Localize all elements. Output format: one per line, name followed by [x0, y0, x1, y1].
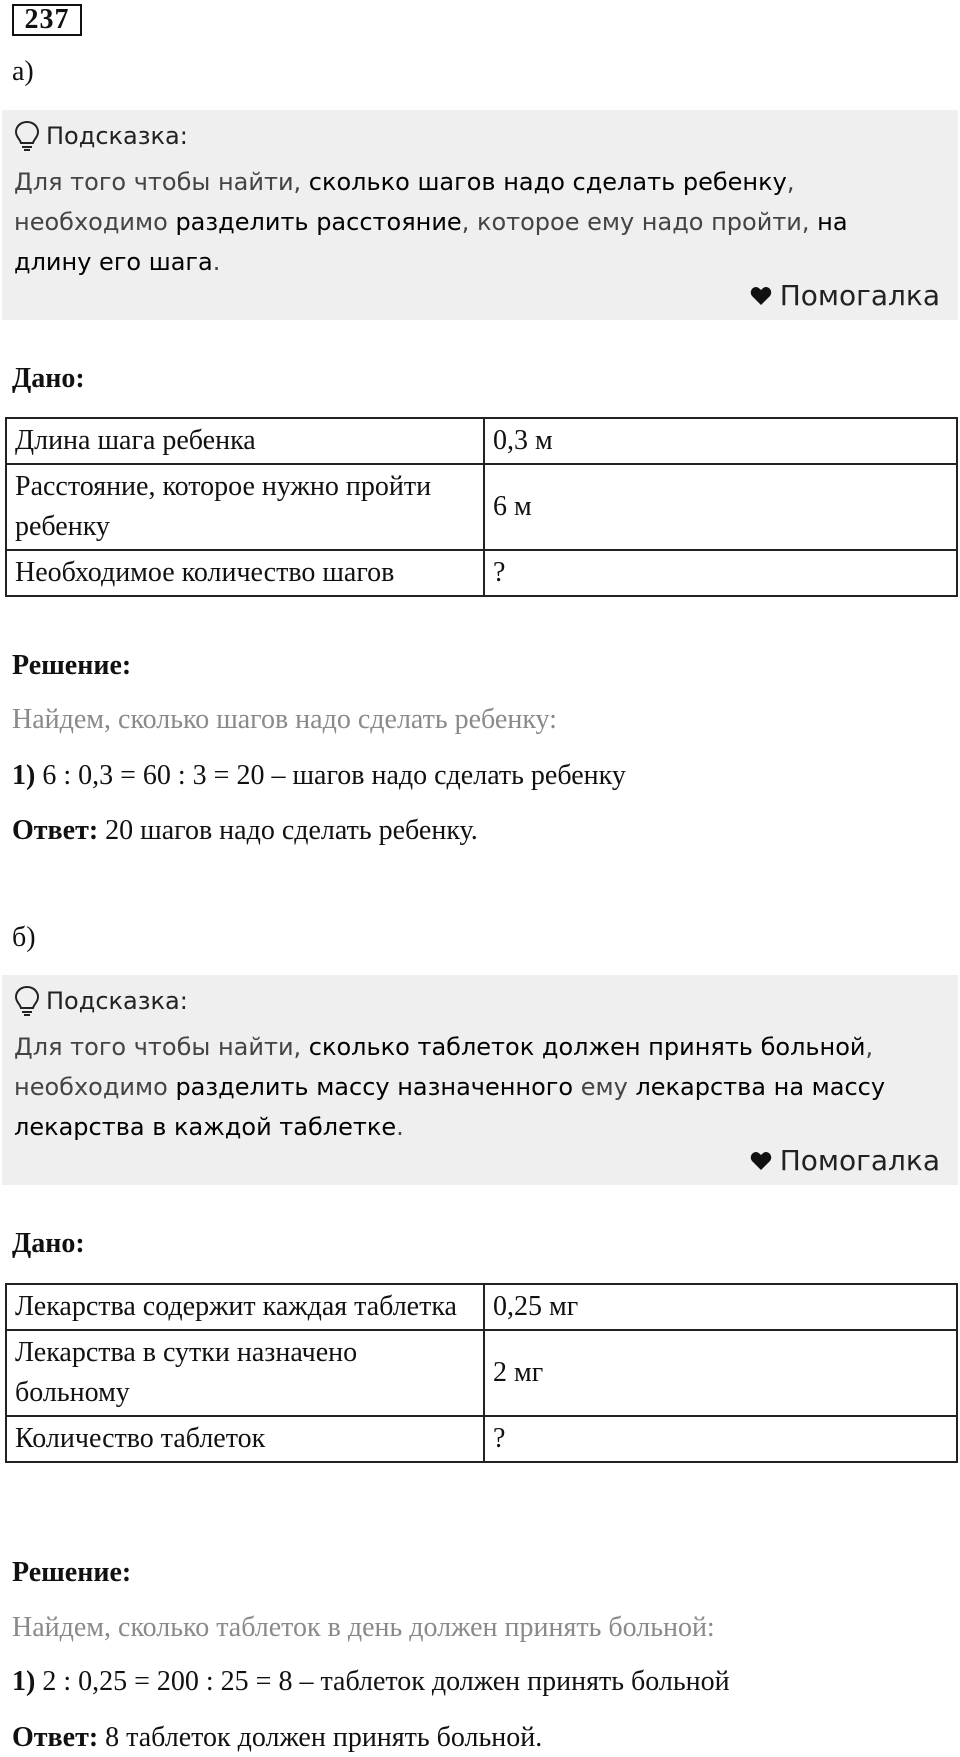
credit-text-a: Помогалка [779, 279, 940, 312]
hint-text-a: Для того чтобы найти, сколько шагов надо сделать ребенку, необходимо разделить расстояние, которое ему надо пройти, на длину его шага. [14, 168, 848, 276]
given-value: 2 мг [484, 1330, 957, 1416]
solution-step-b: 1) 2 : 0,25 = 200 : 25 = 8 – таблеток должен принять больной [12, 1666, 730, 1697]
credit-a [750, 279, 940, 312]
heart-icon [750, 1151, 772, 1171]
given-name: Расстояние, которое нужно пройти ребенку [6, 464, 484, 550]
given-name: Длина шага ребенка [6, 418, 484, 464]
given-name: Лекарства содержит каждая таблетка [6, 1284, 484, 1330]
given-table-b [5, 1283, 958, 1463]
table-row [6, 1416, 957, 1462]
hint-title-text-a: Подсказка: [46, 122, 188, 150]
problem-number: 237 [12, 4, 82, 36]
answer-b: Ответ: 8 таблеток должен принять больной. [12, 1722, 543, 1753]
lightbulb-icon [14, 120, 40, 152]
solution-intro-b: Найдем, сколько таблеток в день должен принять больной: [12, 1612, 715, 1643]
hint-box-a [2, 110, 958, 320]
hint-title-text-b: Подсказка: [46, 987, 188, 1015]
hint-title-a [14, 120, 188, 152]
solution-intro-a: Найдем, сколько шагов надо сделать ребенку: [12, 704, 557, 735]
answer-a: Ответ: 20 шагов надо сделать ребенку. [12, 815, 478, 846]
part-label-a: а) [12, 56, 34, 87]
solution-label-a: Решение: [12, 650, 132, 681]
given-value: 0,3 м [484, 418, 957, 464]
table-row [6, 464, 957, 550]
hint-text-b: Для того чтобы найти, сколько таблеток должен принять больной, необходимо разделить массу назначенного ему лекарства на массу лекарства в каждой таблетке. [14, 1033, 886, 1141]
given-value: 0,25 мг [484, 1284, 957, 1330]
table-row [6, 1330, 957, 1416]
given-name: Лекарства в сутки назначено больному [6, 1330, 484, 1416]
given-label-b: Дано: [12, 1228, 85, 1259]
hint-box-b [2, 975, 958, 1185]
given-table-a [5, 417, 958, 597]
table-row [6, 550, 957, 596]
heart-icon [750, 286, 772, 306]
lightbulb-icon [14, 985, 40, 1017]
given-value: 6 м [484, 464, 957, 550]
table-row [6, 1284, 957, 1330]
given-label-a: Дано: [12, 363, 85, 394]
hint-title-b [14, 985, 188, 1017]
table-row [6, 418, 957, 464]
solution-step-a: 1) 6 : 0,3 = 60 : 3 = 20 – шагов надо сделать ребенку [12, 760, 626, 791]
credit-b [750, 1144, 940, 1177]
part-label-b: б) [12, 922, 36, 953]
given-value: ? [484, 1416, 957, 1462]
given-name: Необходимое количество шагов [6, 550, 484, 596]
solution-label-b: Решение: [12, 1557, 132, 1588]
given-name: Количество таблеток [6, 1416, 484, 1462]
given-value: ? [484, 550, 957, 596]
credit-text-b: Помогалка [779, 1144, 940, 1177]
